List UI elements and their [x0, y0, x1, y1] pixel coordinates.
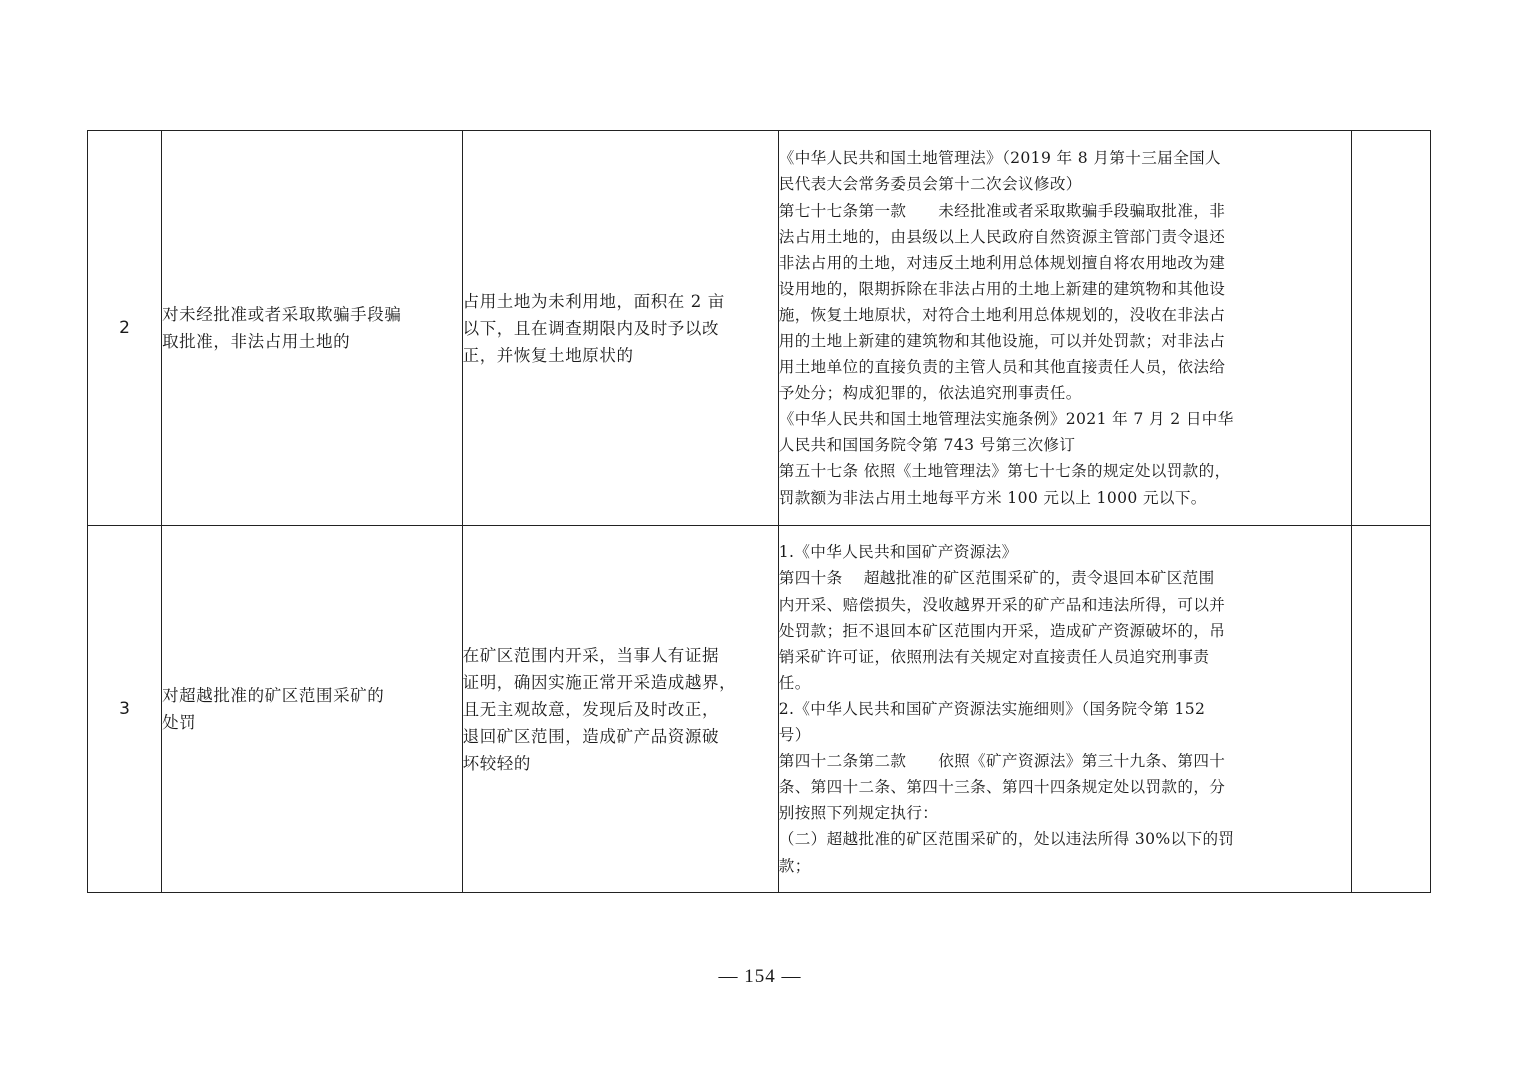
exemption-condition-line: 坏较轻的	[462, 753, 532, 773]
table-row	[88, 526, 1431, 893]
legal-basis-line: 罚款额为非法占用土地每平方米 100 元以上 1000 元以下。	[778, 488, 1207, 507]
violation-item-line: 处罚	[162, 713, 197, 732]
legal-basis-line: 款；	[778, 856, 811, 875]
violation-item-line: 对超越批准的矿区范围采矿的	[162, 686, 385, 705]
legal-basis-line: 第四十二条第二款 依照《矿产资源法》第三十九条、第四十	[778, 752, 1226, 771]
legal-basis-line: 予处分；构成犯罪的，依法追究刑事责任。	[778, 384, 1082, 403]
exemption-condition-line: 且无主观故意，发现后及时改正，	[462, 699, 720, 719]
legal-basis-line: 处罚款；拒不退回本矿区范围内开采，造成矿产资源破坏的，吊	[778, 621, 1226, 640]
legal-basis-line: 第七十七条第一款 未经批准或者采取欺骗手段骗取批准，非	[778, 201, 1226, 220]
legal-basis-line: 2.《中华人民共和国矿产资源法实施细则》（国务院令第 152	[778, 699, 1206, 718]
legal-basis-line: 条、第四十二条、第四十三条、第四十四条规定处以罚款的，分	[778, 778, 1226, 797]
remark-cell	[1351, 526, 1430, 893]
exemption-condition-line: 在矿区范围内开采，当事人有证据	[462, 645, 720, 665]
exemption-condition	[462, 526, 778, 893]
legal-basis-line: 第五十七条 依照《土地管理法》第七十七条的规定处以罚款的，	[778, 462, 1231, 481]
legal-basis-line: 《中华人民共和国土地管理法实施条例》2021 年 7 月 2 日中华	[778, 410, 1234, 429]
violation-item-line: 对未经批准或者采取欺骗手段骗	[162, 305, 402, 324]
legal-basis-line: 内开采、赔偿损失，没收越界开采的矿产品和违法所得，可以并	[778, 595, 1226, 614]
legal-basis-line: 号）	[778, 726, 811, 745]
legal-basis-line: 用土地单位的直接负责的主管人员和其他直接责任人员，依法给	[778, 358, 1226, 377]
legal-basis-line: 法占用土地的，由县级以上人民政府自然资源主管部门责令退还	[778, 227, 1226, 246]
legal-basis	[778, 526, 1351, 893]
page-number: — 154 —	[718, 966, 802, 987]
violation-item-line: 取批准，非法占用土地的	[162, 332, 351, 351]
regulation-table	[87, 130, 1431, 893]
exemption-condition-line: 以下，且在调查期限内及时予以改	[462, 318, 720, 338]
legal-basis-line: 民代表大会常务委员会第十二次会议修改）	[778, 175, 1082, 194]
legal-basis-line: 设用地的，限期拆除在非法占用的土地上新建的建筑物和其他设	[778, 279, 1226, 298]
exemption-condition	[462, 131, 778, 526]
legal-basis-line: 销采矿许可证，依照刑法有关规定对直接责任人员追究刑事责	[778, 647, 1210, 666]
legal-basis-line: 别按照下列规定执行：	[778, 804, 939, 823]
exemption-condition-line: 占用土地为未利用地，面积在 2 亩	[462, 291, 725, 311]
exemption-condition-line: 正，并恢复土地原状的	[462, 345, 634, 365]
table-body	[88, 131, 1431, 893]
exemption-condition-line: 退回矿区范围，造成矿产品资源破	[462, 726, 720, 746]
legal-basis-line: 第四十条 超越批准的矿区范围采矿的，责令退回本矿区范围	[778, 569, 1215, 588]
legal-basis-line: （二）超越批准的矿区范围采矿的，处以违法所得 30%以下的罚	[778, 830, 1235, 849]
legal-basis-line: 施，恢复土地原状，对符合土地利用总体规划的，没收在非法占	[778, 305, 1226, 324]
legal-basis-line: 非法占用的土地，对违反土地利用总体规划擅自将农用地改为建	[778, 253, 1226, 272]
legal-basis-line: 人民共和国国务院令第 743 号第三次修订	[778, 436, 1076, 455]
row-number: 2	[88, 131, 162, 526]
row-number: 3	[88, 526, 162, 893]
violation-item	[162, 526, 463, 893]
violation-item	[162, 131, 463, 526]
remark-cell	[1351, 131, 1430, 526]
legal-basis-line: 《中华人民共和国土地管理法》（2019 年 8 月第十三届全国人	[778, 149, 1221, 168]
legal-basis-line: 用的土地上新建的建筑物和其他设施，可以并处罚款；对非法占	[778, 332, 1226, 350]
legal-basis-line: 1.《中华人民共和国矿产资源法》	[778, 543, 1018, 562]
legal-basis	[778, 131, 1351, 526]
table-row	[88, 131, 1431, 526]
legal-basis-line: 任。	[778, 673, 811, 692]
exemption-condition-line: 证明，确因实施正常开采造成越界，	[462, 672, 737, 692]
